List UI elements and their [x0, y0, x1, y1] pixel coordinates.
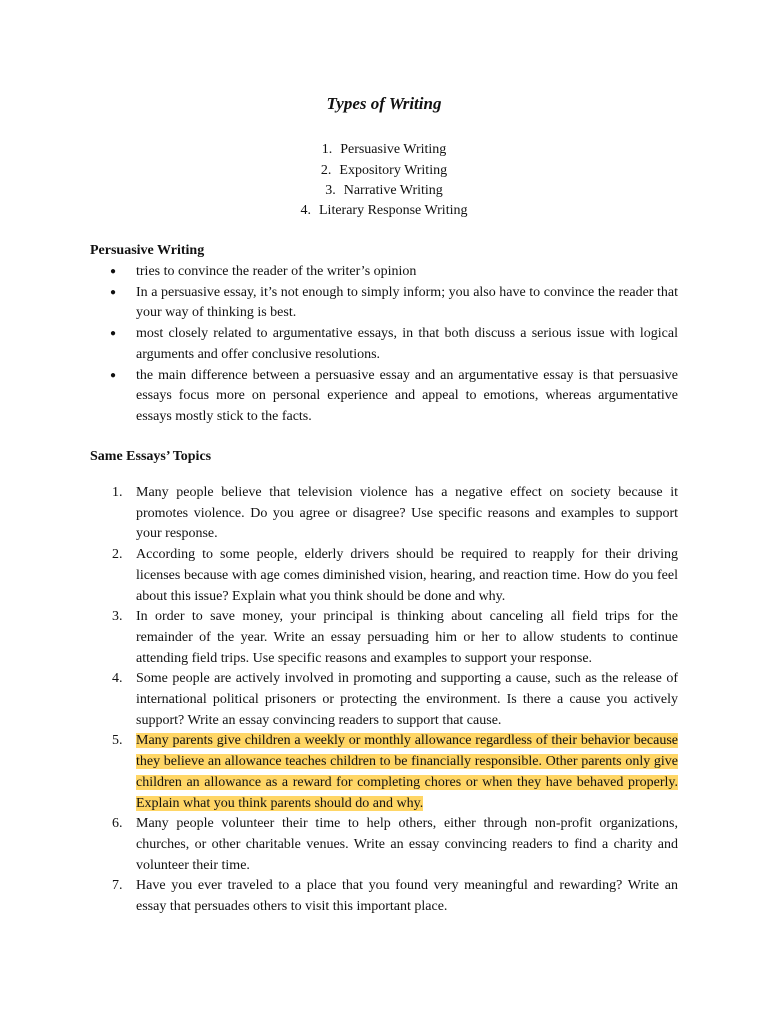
toc-item	[0, 201, 768, 221]
bullet-item	[90, 324, 678, 365]
bullet-dot-icon: ●	[110, 369, 117, 381]
topic-text: Many people believe that television violence has a negative effect on society because it promotes violence. Do you agree or disagree? Use specific reasons and examples to support your response.	[136, 485, 678, 542]
section-heading-persuasive: Persuasive Writing	[90, 243, 205, 258]
toc-item-label: Narrative Writing	[343, 182, 443, 198]
bullet-dot-icon: ●	[110, 266, 117, 277]
topic-number: 2.	[112, 547, 123, 563]
topic-number: 3.	[112, 609, 123, 625]
topic-text: Have you ever traveled to a place that you found very meaningful and rewarding? Write an essay that persuades others to visit this important place.	[136, 878, 678, 915]
topic-number: 1.	[112, 485, 123, 500]
topics-list	[90, 483, 678, 918]
topic-text: In order to save money, your principal is thinking about canceling all field trips for the remainder of the year. Write an essay persuading him or her to allow students to continue attending field trips. Use specific reasons and examples to support your response.	[136, 609, 678, 666]
toc-item-label: Expository Writing	[339, 162, 448, 178]
bullet-text: most closely related to argumentative essays, in that both discuss a serious issue with logical arguments and offer conclusive resolutions.	[136, 326, 678, 362]
bullet-item	[90, 262, 678, 283]
topic-number: 5.	[112, 733, 123, 749]
topic-text: Many people volunteer their time to help others, either through non-profit organizations, churches, or other charitable venues. Write an essay convincing readers to find a charity and volunteer their time.	[136, 816, 678, 873]
bullet-item	[90, 366, 678, 428]
toc-item-number: 2.	[320, 162, 332, 178]
topic-text: According to some people, elderly drivers should be required to reapply for their driving licenses because with age comes diminished vision, hearing, and reaction time. How do you feel about this issue? Explain what you think should be done and why.	[136, 547, 678, 604]
topic-item	[90, 483, 678, 545]
section-heading-topics: Same Essays’ Topics	[90, 449, 212, 464]
topic-number: 7.	[112, 878, 123, 894]
toc-item-label: Persuasive Writing	[340, 142, 447, 157]
topic-number: 6.	[112, 816, 123, 832]
toc-item	[0, 140, 768, 160]
bullet-text: the main difference between a persuasive essay and an argumentative essay is that persuasive essays focus more on personal experience and appeal to emotions, whereas argumentative essays mostly stick to the facts.	[136, 367, 678, 424]
toc-item-number: 1.	[321, 142, 333, 157]
topic-number: 4.	[112, 671, 123, 687]
bullet-text: In a persuasive essay, it’s not enough to simply inform; you also have to convince the reader that your way of thinking is best.	[136, 284, 678, 321]
topic-text: Some people are actively involved in promoting and supporting a cause, such as the release of international political prisoners or protecting the environment. Is there a cause you actively support? Write an essay convincing readers to support that cause.	[136, 671, 678, 728]
highlighted-topic-text: Many parents give children a weekly or monthly allowance regardless of their behavior because they believe an allowance teaches children to be financially responsible. Other parents only give children an allowance as a reward for completing chores or when they have behaved properly. Explain what you think parents should do and why.	[136, 733, 678, 811]
topic-item	[90, 814, 678, 876]
bullet-dot-icon: ●	[110, 328, 117, 340]
toc-item	[0, 181, 768, 201]
topic-item	[90, 669, 678, 731]
toc-item-number: 4.	[300, 203, 311, 218]
toc-item-number: 3.	[325, 182, 336, 198]
page-title: Types of Writing	[326, 94, 442, 113]
bullet-text: tries to convince the reader of the writer’s opinion	[136, 264, 417, 279]
topic-item-highlighted	[90, 731, 678, 814]
topic-item	[90, 876, 678, 917]
topic-item	[90, 607, 678, 669]
topic-item	[90, 545, 678, 607]
bullet-item	[90, 283, 678, 324]
toc-item-label: Literary Response Writing	[319, 203, 468, 218]
persuasive-bullet-list	[90, 262, 678, 428]
bullet-dot-icon: ●	[110, 286, 117, 298]
toc-item	[0, 161, 768, 181]
